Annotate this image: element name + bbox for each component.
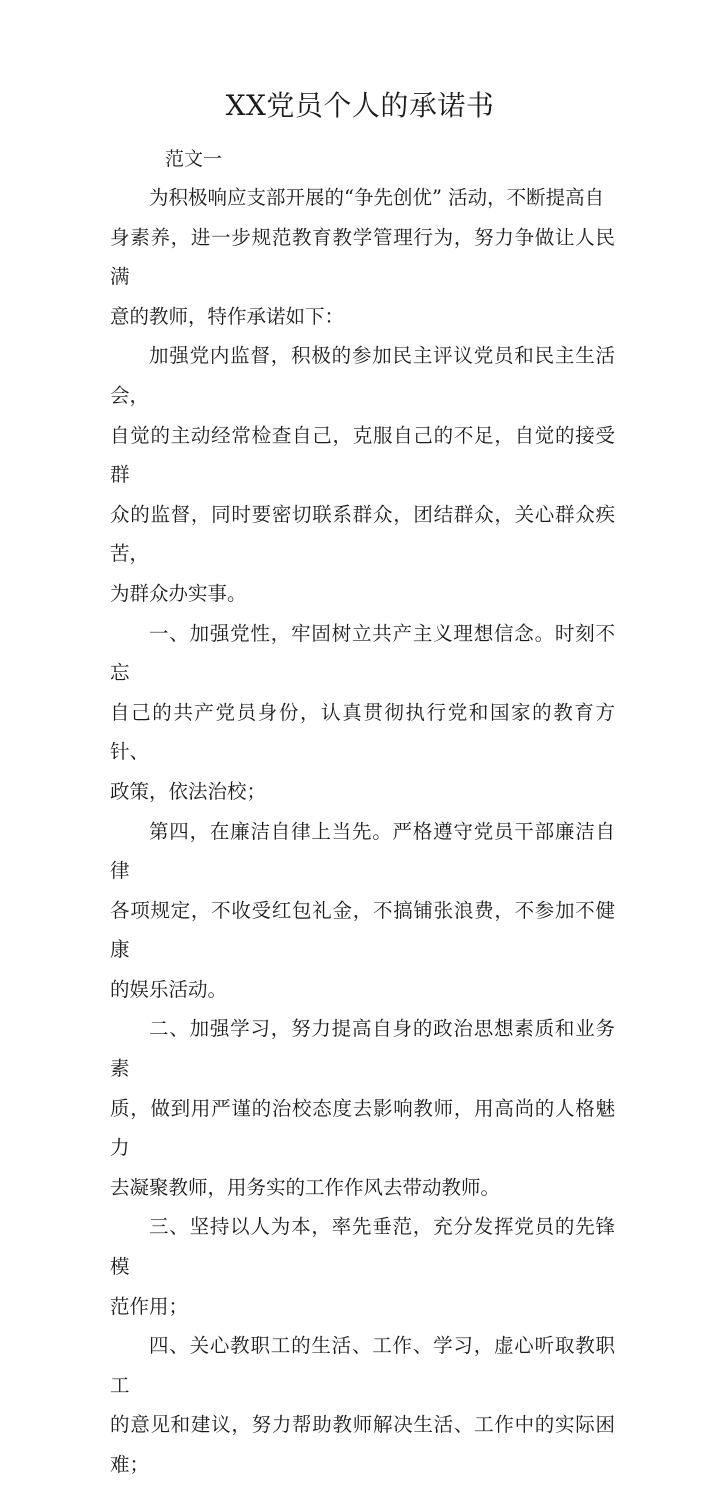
paragraph-item-one: 一、加强党性，牢固树立共产主义理想信念。时刻不忘 自己的共产党员身份，认真贯彻执行党和国家的教育方针、 政策，依法治校；: [110, 621, 615, 803]
paragraph-supervision: 加强党内监督，积极的参加民主评议党员和民主生活会， 自觉的主动经常检查自己，克服自己的不足，自觉的接受群 众的监督，同时要密切联系群众，团结群众，关心群众疾苦， 为群众办实事。: [110, 344, 615, 605]
paragraph-item-two: 二、加强学习，努力提高自身的政治思想素质和业务素 质，做到用严谨的治校态度去影响教师，用高尚的人格魅力 去凝聚教师，用务实的工作作风去带动教师。: [110, 1017, 615, 1199]
document-title: XX党员个人的承诺书: [225, 89, 495, 122]
paragraph-item-three: 三、坚持以人为本，率先垂范，充分发挥党员的先锋模 范作用；: [110, 1215, 615, 1318]
paragraph-intro: 为积极响应支部开展的“争先创优” 活动，不断提高自 身素养，进一步规范教育教学管理行为，努力争做让人民满 意的教师，特作承诺如下：: [110, 186, 615, 328]
paragraph-item-fourth-integrity: 第四，在廉洁自律上当先。严格遵守党员干部廉洁自律 各项规定，不收受红包礼金，不搞铺张浪费，不参加不健康 的娱乐活动。: [110, 819, 615, 1001]
document-subtitle: 范文一: [165, 148, 223, 170]
paragraph-item-four: 四、关心教职工的生活、工作、学习，虚心听取教职工 的意见和建议，努力帮助教师解决生活、工作中的实际困难；: [110, 1334, 615, 1476]
document-body: [110, 178, 615, 1485]
